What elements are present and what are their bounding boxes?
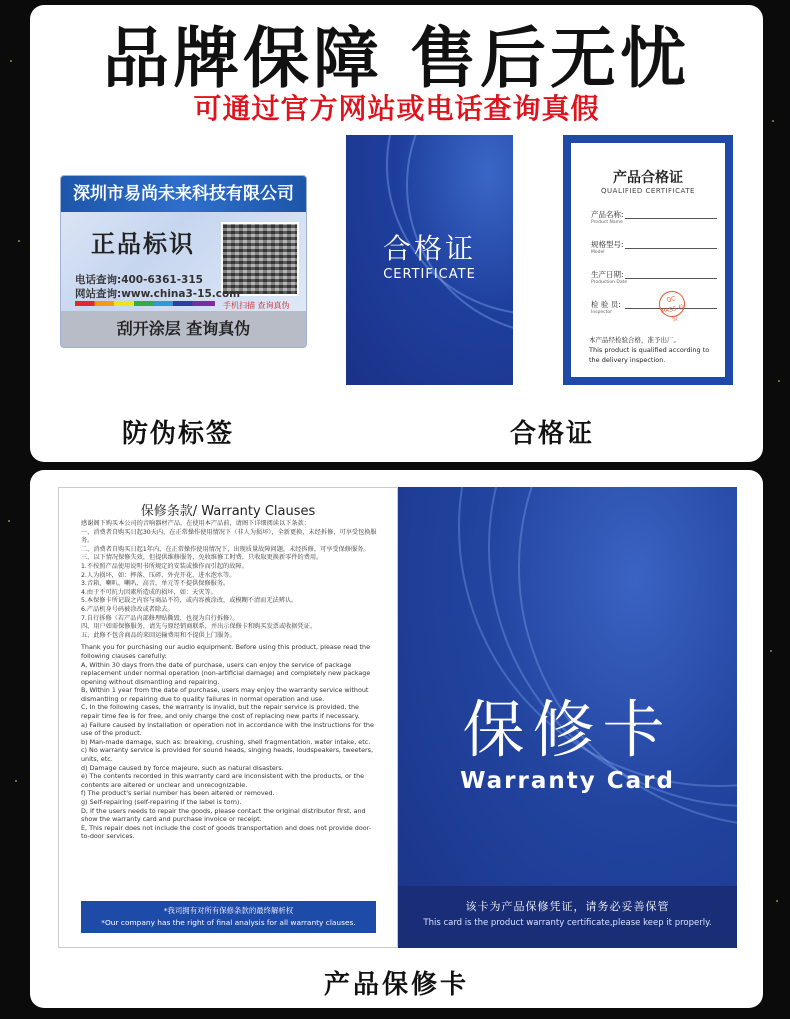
clause-line-en: B, Within 1 year from the date of purchase, users may enjoy the warranty service without dismantling or repairing due to quality failures in normal operation and use. (81, 686, 369, 703)
clause-line: 4.由于不可抗力因素所造成的损坏，如：天灾等。 (81, 588, 217, 596)
label-title: 正品标识 (91, 229, 195, 258)
anti-counterfeit-label (60, 175, 307, 348)
clause-line: 感谢阁下购买本公司的音响器材产品，在使用本产品前，请阁下详细阅读以下条款： (81, 520, 310, 527)
label-caption: 防伪标签 (122, 419, 235, 449)
field-product-name: 产品名称: Product Name (591, 209, 717, 225)
brand-guarantee-panel (30, 5, 763, 462)
label-scratch-area: 刮开涂层 查询真伪 (61, 311, 306, 347)
certificate-caption: 合格证 (510, 419, 595, 449)
label-company: 深圳市易尚未来科技有限公司 (61, 176, 306, 212)
clause-line: 三、以下情况保修失效，但提供维修服务，免收维修工时费，只收取更换新零件的费用。 (81, 554, 323, 562)
label-phone: 电话查询:400-6361-315 (75, 274, 203, 286)
field-inspector: 检 验 员: Inspector (591, 299, 717, 315)
star-decoration (776, 900, 778, 902)
star-decoration (18, 240, 20, 242)
clause-line-en: Thank you for purchasing our audio equipment. Before using this product, please read the following clauses carefully: (81, 643, 371, 660)
star-decoration (778, 380, 780, 382)
qualified-certificate (563, 135, 733, 385)
final-analysis-notice: *我司拥有对所有保修条款的最终解析权 *Our company has the right of final analysis for all warranty clauses. (81, 901, 376, 933)
star-decoration (770, 650, 772, 652)
clause-line-en: a) Failure caused by installation or operation not in accordance with the instructions for the use of the product. (81, 720, 374, 738)
clause-line: 五、此修不包含商品的来回运输费用和不提供上门服务。 (81, 631, 236, 639)
warranty-clauses-body (81, 520, 377, 841)
rainbow-strip (75, 301, 215, 306)
warranty-card-caption: 产品保修卡 (323, 970, 469, 1000)
warranty-card-title-cn: 保修卡 (462, 693, 673, 766)
warranty-card-footer (398, 886, 737, 948)
footer-text-en: This card is the product warranty certificate,please keep it properly. (423, 918, 712, 928)
clause-line-en: g) Self-repairing (self-repairing if the label is torn). (81, 798, 242, 806)
warranty-clauses-title: 保修条款/ Warranty Clauses (140, 504, 316, 519)
qr-code (221, 222, 299, 296)
field-production-date: 生产日期: Production Date (591, 269, 717, 285)
star-decoration (8, 520, 10, 522)
clause-line-en: b) Man-made damage, such as: breaking, crushing, shell fragmentation, water intake, etc. (81, 737, 371, 746)
certificate-note: 本产品经检验合格，准予出厂。 This product is qualified according to the delivery inspection. (589, 336, 710, 364)
clause-line: 7.自行拆修（若产品内部修理贴撕毁，也视为自行拆修）。 (81, 614, 239, 622)
cover-title-cn: 合格证 (382, 232, 476, 265)
certificate-title-cn: 产品合格证 (613, 170, 683, 186)
clause-line-en: f) The product's serial number has been altered or removed. (81, 789, 275, 798)
clause-line: 2.人为损坏，如：摔落、压碎、外壳开花、进水泡水等。 (81, 571, 236, 579)
clause-line-en: E, This repair does not include the cost of goods transportation and does not provide door-to-door services. (81, 823, 372, 841)
verify-subline: 可通过官方网站或电话查询真假 (193, 92, 600, 125)
clause-line: 5.本保修卡所记载之内容与商品不符，或内容被涂改，或模糊不清而无法辨认。 (81, 597, 298, 605)
headline: 品牌保障 售后无忧 (103, 20, 690, 97)
clause-line-en: d) Damage caused by force majeure, such as natural disasters. (81, 763, 284, 772)
clause-line: 1.不按照产品使用说明书所规定的安装或操作而引起的故障。 (81, 562, 248, 570)
warranty-card-cover (398, 487, 737, 948)
clause-line: 四、用户如需保修服务，请先与原经销商联系，并出示保修卡和购买发票或收据凭证。 (81, 623, 317, 631)
cover-title-en: CERTIFICATE (383, 267, 476, 282)
clause-line: 一、消费者自购买日起30天内，在正常操作使用情况下（非人为损坏），全新更换，未经拆修，可享受包换服务。 (81, 528, 377, 545)
clause-line-en: c) No warranty service is provided for sound heads, singing heads, loudspeakers, tweeters, units, etc. (81, 746, 374, 764)
star-decoration (772, 120, 774, 122)
clause-line: 二、消费者自购买日起1年内，在正常操作使用情况下，出现质量故障问题，未经拆修，可享受保修服务。 (81, 545, 370, 553)
label-website: 网站查询:www.china3-15.com (75, 288, 241, 300)
qc-pass-stamp: QC PASS 检验 (657, 289, 688, 320)
warranty-card-title-en: Warranty Card (460, 768, 675, 794)
clause-line: 6.产品机身号码被涂改或者除去。 (81, 605, 174, 613)
clause-line-en: A, Within 30 days from the date of purchase, users can enjoy the service of package replacement under normal operation (non-artificial damage) and completely new package opening without dismantling and repairing. (81, 660, 371, 686)
footer-text-cn: 该卡为产品保修凭证，请务必妥善保管 (465, 900, 670, 913)
clause-line-en: e) The contents recorded in this warranty card are inconsistent with the products, or the contents are altered or unclear and unrecognizable. (81, 772, 365, 789)
certificate-title-en: QUALIFIED CERTIFICATE (601, 187, 695, 195)
clause-line-en: D, If the users needs to repair the goods, please contact the original distributor first, and show the warranty card and purchase invoice or receipt. (81, 806, 366, 824)
label-scan-tip: 手机扫描 查询真伪 (223, 301, 290, 310)
star-decoration (15, 780, 17, 782)
certificate-cover (346, 135, 513, 385)
field-model: 规格型号: Model (591, 239, 717, 255)
clause-line-en: C, In the following cases, the warranty is invalid, but the repair service is provided, the repair time fee is for free, and only charge the cost of replacing new parts if necessary. (81, 703, 360, 721)
star-decoration (10, 60, 12, 62)
clause-line: 3.音箱、喇叭、喇叭、高音，单元等不提供保修服务。 (81, 580, 230, 588)
warranty-clauses-page (58, 487, 398, 948)
warranty-card-panel (30, 470, 763, 1008)
certificate-sheet (571, 143, 725, 377)
